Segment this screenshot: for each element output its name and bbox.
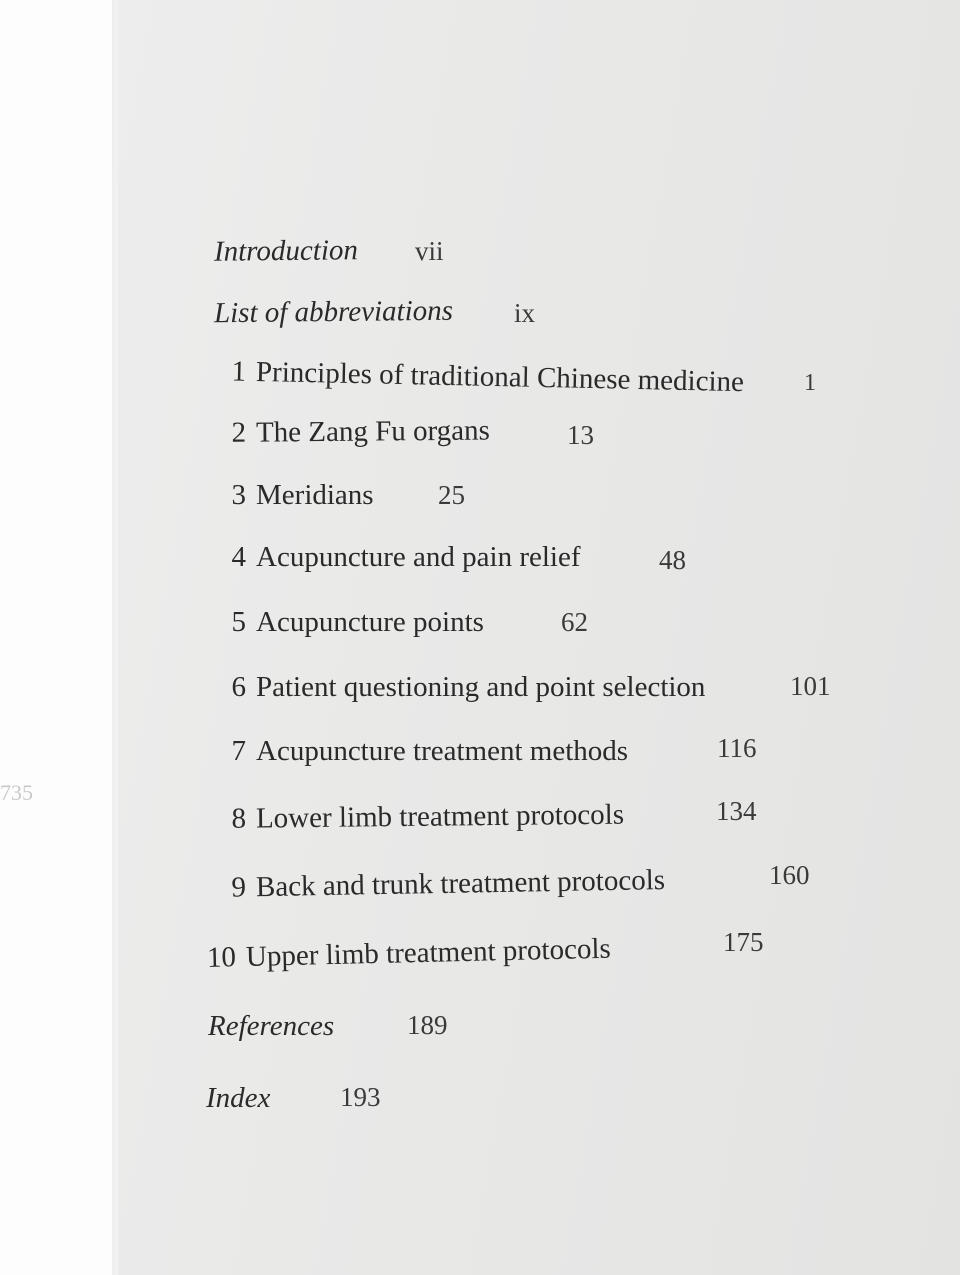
- toc-chapter-page: 1: [804, 370, 816, 396]
- toc-chapter-number: 2: [231, 416, 247, 449]
- toc-chapter: [210, 479, 374, 512]
- toc-chapter-number: 1: [231, 355, 247, 388]
- toc-chapter-title: Patient questioning and point selection: [256, 671, 706, 703]
- toc-chapter-title: Acupuncture and pain relief: [256, 541, 581, 573]
- toc-chapter-title: Lower limb treatment protocols: [255, 798, 625, 835]
- toc-chapter-page: 13: [567, 420, 594, 450]
- left-page: [0, 0, 118, 1275]
- toc-chapter: [200, 933, 611, 975]
- toc-chapter-number: 4: [231, 541, 246, 573]
- toc-abbreviations-page: ix: [514, 298, 536, 328]
- toc-chapter-number: 6: [231, 671, 246, 703]
- toc-chapter-number: 7: [231, 735, 246, 767]
- left-page-margin-number: 735: [0, 780, 33, 805]
- toc-chapter-page: 62: [561, 607, 588, 637]
- toc-references-title: References: [208, 1010, 335, 1042]
- toc-chapter-number: 3: [231, 479, 246, 511]
- toc-chapter-number: 8: [231, 802, 247, 835]
- toc-references-page: 189: [407, 1010, 448, 1040]
- toc-abbreviations: [214, 295, 453, 331]
- toc-chapter-page: 101: [790, 671, 831, 701]
- toc-chapter-title: Acupuncture points: [256, 606, 484, 638]
- toc-chapter: [210, 355, 745, 399]
- toc-chapter: [210, 735, 628, 768]
- toc-index-title: Index: [206, 1082, 271, 1114]
- toc-chapter-title: Meridians: [256, 479, 374, 511]
- toc-chapter-page: 25: [438, 480, 465, 510]
- toc-index: [206, 1082, 270, 1115]
- toc-chapter-title: Principles of traditional Chinese medicine: [255, 355, 745, 399]
- toc-chapter: [210, 864, 666, 905]
- toc-index-page: 193: [340, 1082, 381, 1112]
- toc-chapter: [210, 415, 490, 450]
- toc-chapter-title: Acupuncture treatment methods: [256, 735, 629, 767]
- toc-introduction: [214, 234, 358, 269]
- toc-chapter-page: 134: [716, 796, 757, 826]
- table-of-contents-page: [118, 0, 960, 1275]
- toc-chapter-number: 5: [231, 606, 246, 638]
- toc-chapter: [210, 606, 484, 639]
- toc-chapter-page: 48: [659, 545, 686, 575]
- toc-abbreviations-title: List of abbreviations: [213, 294, 454, 330]
- toc-chapter: [210, 799, 624, 836]
- toc-chapter-number: 9: [231, 871, 247, 904]
- toc-chapter-title: Back and trunk treatment protocols: [255, 864, 666, 904]
- toc-chapter: [210, 541, 581, 574]
- toc-chapter-page: 175: [723, 927, 764, 957]
- toc-chapter-page: 116: [717, 733, 757, 763]
- toc-chapter: [210, 671, 705, 704]
- toc-references: [208, 1010, 334, 1043]
- toc-introduction-title: Introduction: [213, 234, 359, 268]
- toc-chapter-page: 160: [769, 860, 810, 890]
- toc-chapter-number: 10: [206, 941, 237, 974]
- toc-introduction-page: vii: [415, 236, 444, 266]
- toc-chapter-title: The Zang Fu organs: [255, 414, 490, 449]
- toc-chapter-title: Upper limb treatment protocols: [245, 932, 612, 973]
